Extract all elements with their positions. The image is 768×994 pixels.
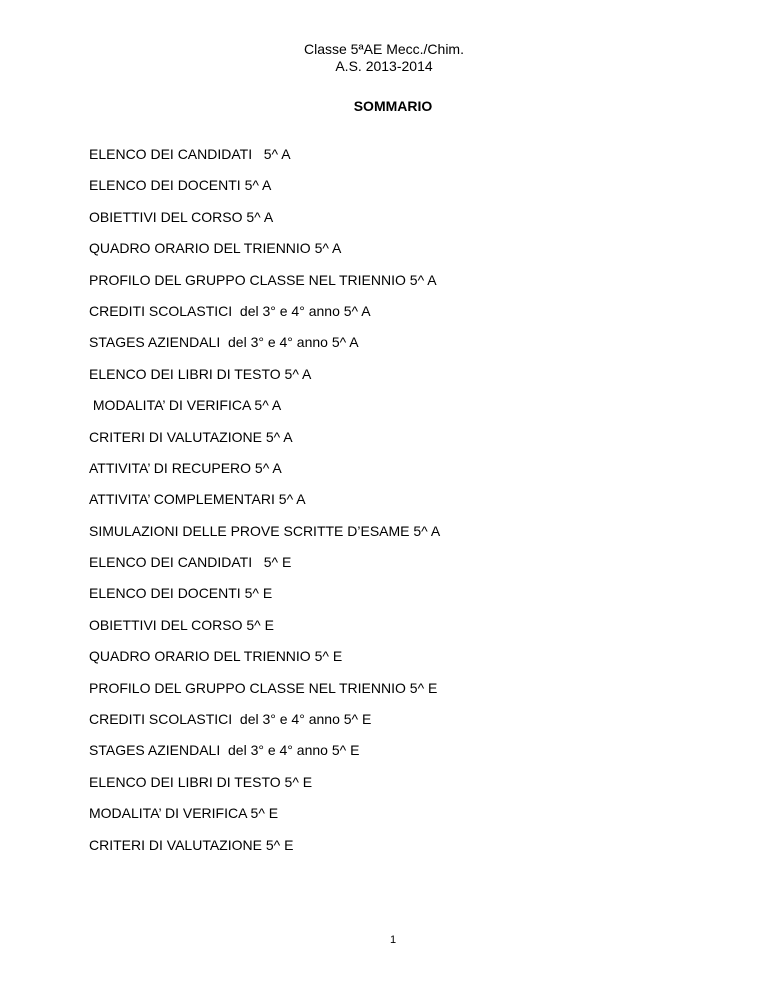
toc-item: OBIETTIVI DEL CORSO 5^ A bbox=[89, 208, 274, 225]
toc-item: STAGES AZIENDALI del 3° e 4° anno 5^ A bbox=[89, 334, 359, 351]
toc-item: CRITERI DI VALUTAZIONE 5^ E bbox=[89, 836, 294, 853]
toc-item: ELENCO DEI DOCENTI 5^ E bbox=[89, 585, 273, 602]
toc-item: STAGES AZIENDALI del 3° e 4° anno 5^ E bbox=[89, 742, 360, 759]
toc-item: PROFILO DEL GRUPPO CLASSE NEL TRIENNIO 5^ A bbox=[89, 271, 437, 288]
header-school-year: A.S. 2013-2014 bbox=[335, 58, 433, 74]
toc-item: PROFILO DEL GRUPPO CLASSE NEL TRIENNIO 5^ E bbox=[89, 679, 438, 696]
header-class-line: Classe 5ªAE Mecc./Chim. bbox=[303, 41, 464, 57]
toc-item: CREDITI SCOLASTICI del 3° e 4° anno 5^ A bbox=[89, 302, 371, 319]
toc-item: ATTIVITA’ DI RECUPERO 5^ A bbox=[89, 459, 282, 476]
page-title: SOMMARIO bbox=[353, 98, 433, 114]
toc-item: ELENCO DEI LIBRI DI TESTO 5^ E bbox=[89, 773, 313, 790]
toc-item: MODALITA’ DI VERIFICA 5^ E bbox=[89, 805, 279, 822]
toc-item: ELENCO DEI CANDIDATI 5^ A bbox=[89, 146, 291, 162]
toc-item: ATTIVITA’ COMPLEMENTARI 5^ A bbox=[89, 491, 306, 508]
toc-item: ELENCO DEI LIBRI DI TESTO 5^ A bbox=[89, 365, 312, 382]
toc-item: ELENCO DEI CANDIDATI 5^ E bbox=[89, 554, 292, 571]
toc-item: QUADRO ORARIO DEL TRIENNIO 5^ E bbox=[89, 648, 343, 665]
toc-item: MODALITA’ DI VERIFICA 5^ A bbox=[89, 397, 282, 414]
toc-item: OBIETTIVI DEL CORSO 5^ E bbox=[89, 616, 274, 633]
toc-item: CRITERI DI VALUTAZIONE 5^ A bbox=[89, 428, 293, 445]
toc-item: QUADRO ORARIO DEL TRIENNIO 5^ A bbox=[89, 240, 342, 257]
table-of-contents bbox=[89, 146, 440, 868]
toc-item: ELENCO DEI DOCENTI 5^ A bbox=[89, 177, 272, 194]
toc-item: CREDITI SCOLASTICI del 3° e 4° anno 5^ E bbox=[89, 711, 372, 728]
toc-item: SIMULAZIONI DELLE PROVE SCRITTE D’ESAME 5^ A bbox=[89, 522, 441, 539]
page-number: 1 bbox=[389, 934, 397, 946]
